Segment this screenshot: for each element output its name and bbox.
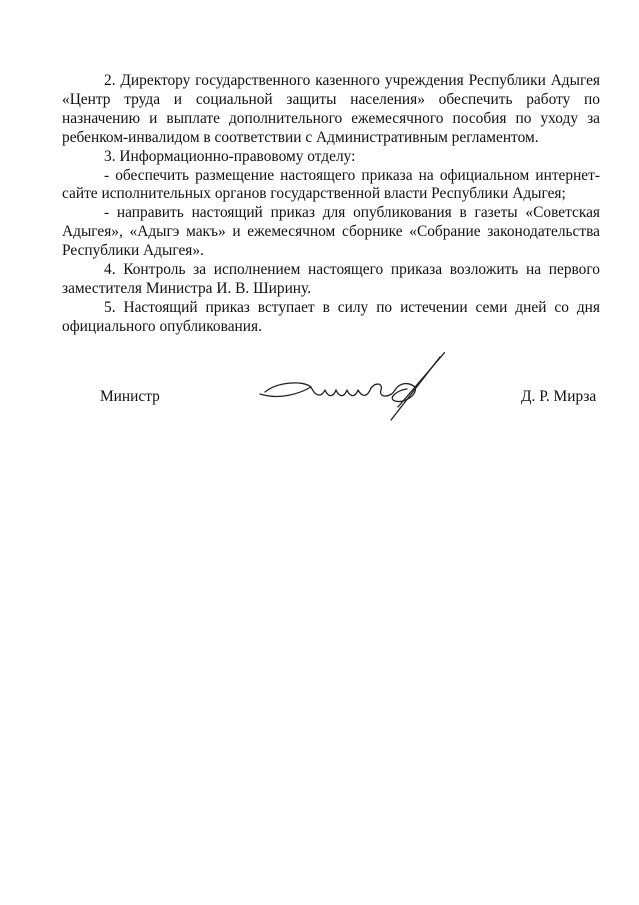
paragraph-3-heading: 3. Информационно-правовому отделу: <box>104 147 356 165</box>
signature-block <box>0 380 639 440</box>
paragraph-2-directive: 2. Директору государственного казенного учреждения Республики Адыгея «Центр труда и социальной защиты населения» обеспечить работу по назначению и выплате дополнительного ежемесячного пособия по уходу за ребенком-инвалидом в соответствии с Административным регламентом. <box>62 72 600 146</box>
paragraph-4-control: 4. Контроль за исполнением настоящего приказа возложить на первого заместителя Министра И. В. Ширину. <box>62 261 600 297</box>
handwritten-signature-icon <box>255 352 445 427</box>
paragraph-5-effective: 5. Настоящий приказ вступает в силу по истечении семи дней со дня официального опубликования. <box>62 298 600 335</box>
signatory-name: Д. Р. Мирза <box>521 388 597 405</box>
order-body <box>62 72 600 337</box>
signatory-title: Министр <box>100 388 160 405</box>
paragraph-3-newspapers: - направить настоящий приказ для опубликования в газеты «Советская Адыгея», «Адыгэ макъ» и ежемесячном сборнике «Собрание законодательства Республики Адыгея». <box>62 204 600 260</box>
paragraph-3-website: - обеспечить размещение настоящего приказа на официальном интернет-сайте исполнительных органов государственной власти Республики Адыгея; <box>62 166 600 203</box>
